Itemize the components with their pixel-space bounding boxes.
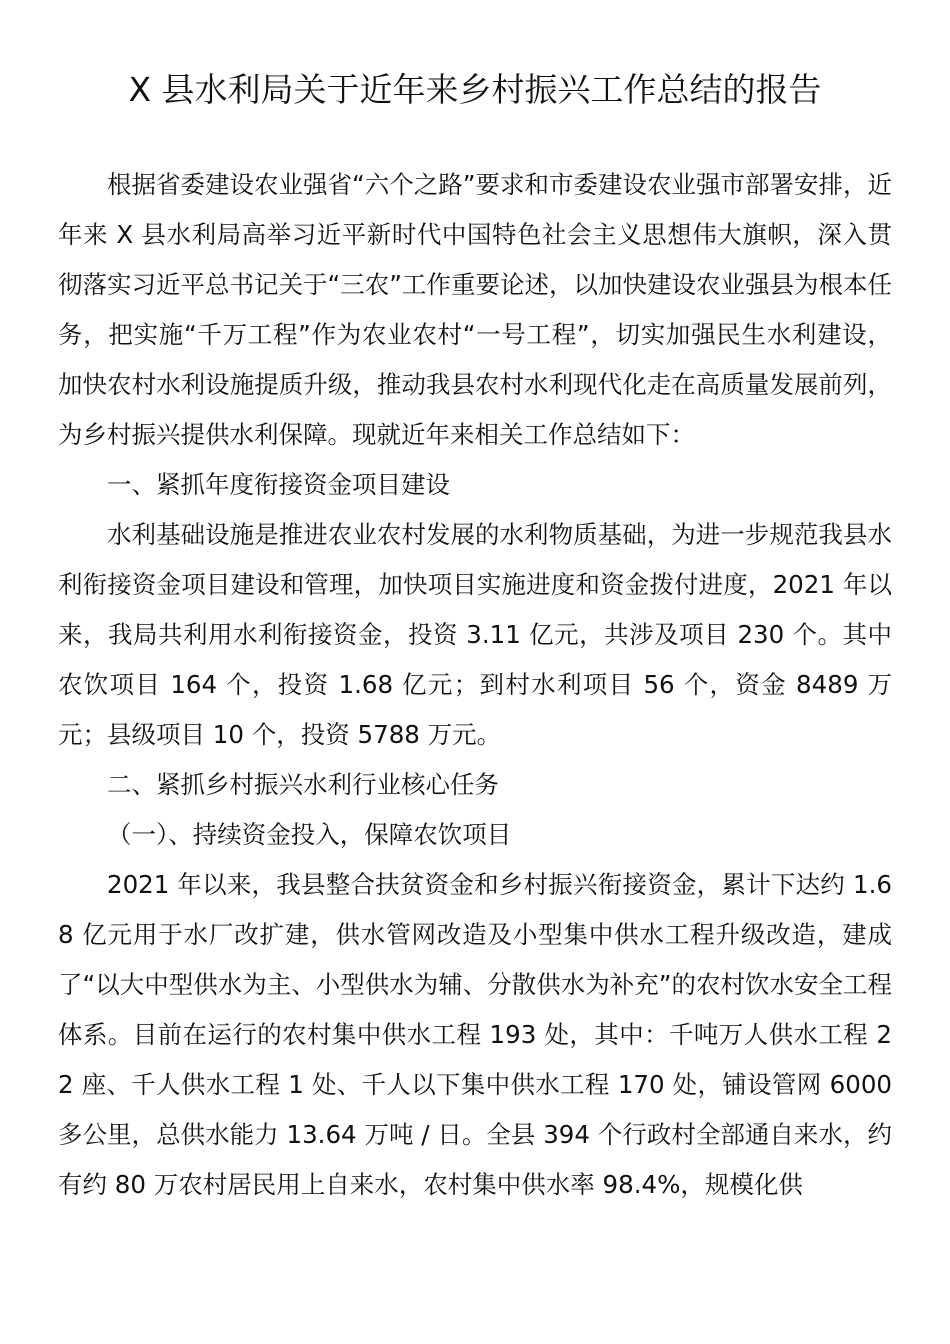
section-2-subheading: （一）、持续资金投入，保障农饮项目 (107, 820, 512, 849)
intro-paragraph: 根据省委建设农业强省“六个之路”要求和市委建设农业强市部署安排，近年来 X 县水利局高举习近平新时代中国特色社会主义思想伟大旗帜，深入贯彻落实习近平总书记关于“三农”工作重要论述，以加快建设农业强县为根本任务，把实施“千万工程”作为农业农村“一号工程”，切实加强民生水利建设，加快农村水利设施提质升级，推动我县农村水利现代化走在高质量发展前列，为乡村振兴提供水利保障。现就近年来相关工作总结如下： (58, 170, 892, 449)
document-title: X 县水利局关于近年来乡村振兴工作总结的报告 (128, 70, 822, 109)
document-body (58, 160, 892, 1210)
section-1-paragraph: 水利基础设施是推进农业农村发展的水利物质基础，为进一步规范我县水利衔接资金项目建设和管理，加快项目实施进度和资金拨付进度，2021 年以来，我局共利用水利衔接资金，投资 3.11 亿元，共涉及项目 230 个。其中农饮项目 164 个，投资 1.68 亿元；到村水利项目 56 个，资金 8489 万元；县级项目 10 个，投资 5788 万元。 (58, 520, 892, 749)
section-1-heading: 一、紧抓年度衔接资金项目建设 (107, 470, 450, 499)
section-2-heading: 二、紧抓乡村振兴水利行业核心任务 (107, 770, 499, 799)
section-2-paragraph: 2021 年以来，我县整合扶贫资金和乡村振兴衔接资金，累计下达约 1.68 亿元用于水厂改扩建，供水管网改造及小型集中供水工程升级改造，建成了“以大中型供水为主、小型供水为辅、分散供水为补充”的农村饮水安全工程体系。目前在运行的农村集中供水工程 193 处，其中：千吨万人供水工程 22 座、千人供水工程 1 处、千人以下集中供水工程 170 处，铺设管网 6000 多公里，总供水能力 13.64 万吨 / 日。全县 394 个行政村全部通自来水，约有约 80 万农村居民用上自来水，农村集中供水率 98.4%，规模化供 (58, 870, 892, 1199)
